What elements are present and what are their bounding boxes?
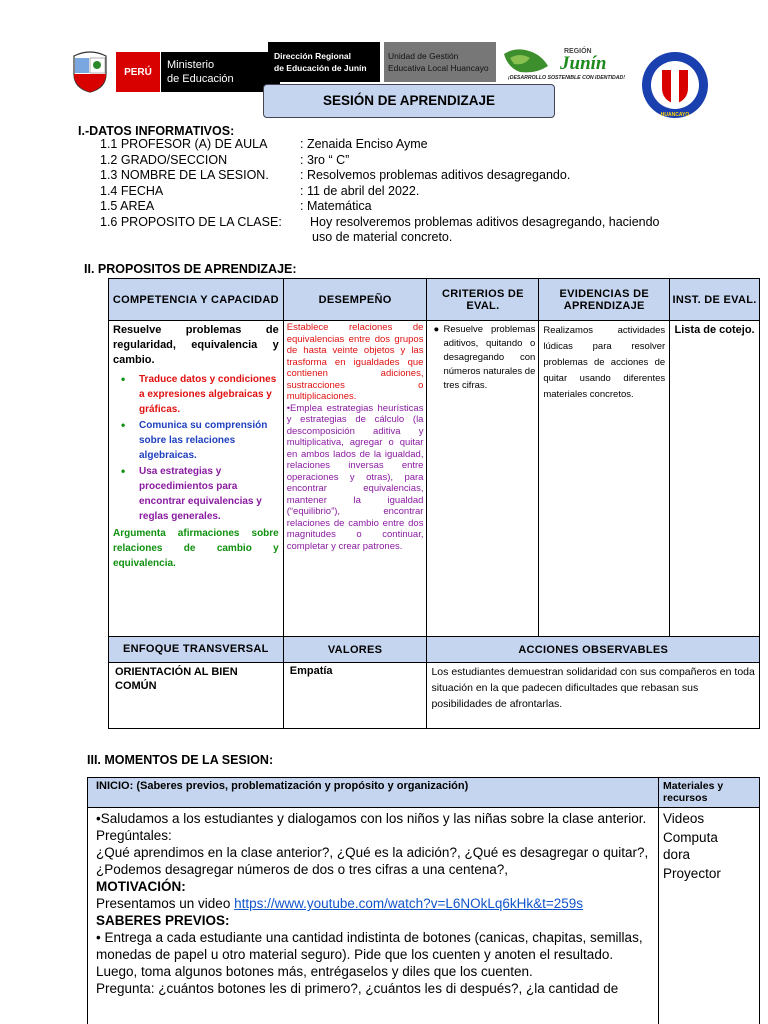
ugel-label: Unidad de Gestión Educativa Local Huancayo [384, 42, 496, 82]
instrumento-text: Lista de cotejo. [674, 324, 755, 336]
capacidad-item: • Usa estrategias y procedimientos para encontrar equivalencias y reglas generales. [113, 464, 279, 524]
material-item: Computa dora [663, 830, 718, 862]
desempeno-1-text: Establece relaciones de equivalencias entre dos grupos de hasta veinte objetos y las trasforma en igualdades que contienen adiciones, sustracciones o multiplicaciones. [286, 322, 424, 402]
header-competencia: COMPETENCIA Y CAPACIDAD [109, 279, 284, 321]
material-item: Videos [663, 811, 705, 826]
datos-row: 1.5 AREA : Matemática [100, 199, 372, 213]
peru-label: PERÚ [116, 52, 160, 92]
datos-row: 1.1 PROFESOR (A) DE AULA : Zenaida Enciso Ayme [100, 137, 428, 151]
svg-text:¡DESARROLLO SOSTENIBLE CON IDE: ¡DESARROLLO SOSTENIBLE CON IDENTIDAD! [508, 75, 626, 81]
svg-text:Junín: Junín [560, 53, 607, 74]
criterio-text: Resuelve problemas aditivos, quitando o desagregando con números naturales de tres cifras. [443, 324, 536, 391]
header-desempeno: DESEMPEÑO [283, 279, 427, 321]
enfoque-text: ORIENTACIÓN AL BIEN COMÚN [109, 663, 284, 729]
bullet-icon: ● [433, 324, 440, 335]
svg-text:HUANCAYO: HUANCAYO [660, 112, 690, 118]
datos-row: 1.3 NOMBRE DE LA SESION. : Resolvemos problemas aditivos desagregando. [100, 168, 571, 182]
propositos-heading: II. PROPOSITOS DE APRENDIZAJE: [84, 262, 297, 276]
header-instrumento: INST. DE EVAL. [670, 279, 760, 321]
saberes-label: SABERES PREVIOS: [96, 913, 230, 928]
inicio-header: INICIO: (Saberes previos, problematización y propósito y organización) [88, 778, 659, 808]
motivacion-label: MOTIVACIÓN: [96, 879, 186, 894]
datos-row: uso de material concreto. [312, 230, 453, 244]
header-criterios: CRITERIOS DE EVAL. [427, 279, 539, 321]
datos-row: 1.6 PROPOSITO DE LA CLASE: Hoy resolveremos problemas aditivos desagregando, haciendo [100, 214, 660, 229]
acciones-text: Los estudiantes demuestran solidaridad con sus compañeros en toda situación en la que padecen dificultades que rebasan sus posibilidades de afrontarlas. [427, 663, 760, 729]
video-link[interactable]: https://www.youtube.com/watch?v=L6NOkLq6kHk&t=259s [234, 896, 584, 911]
dre-junin-label: Dirección Regional de Educación de Junín [268, 42, 380, 82]
header-acciones: ACCIONES OBSERVABLES [427, 637, 760, 663]
momentos-heading: III. MOMENTOS DE LA SESION: [87, 753, 274, 767]
inicio-questions: ¿Qué aprendimos en la clase anterior?, ¿Qué es la adición?, ¿Qué es desagregar o quitar?, ¿Podemos desagregar números de dos o tres cifras a una centena?, [96, 845, 649, 877]
desempeno-2-text: •Emplea estrategias heurísticas y estrategias de cálculo (la descomposición aditiva y multiplicativa, agregar o quitar en ambos lados de la igualdad, relaciones inversas entre operaciones y otras), para encontrar equivalencias, mantener la igualdad (“equilibrio”), encontrar relaciones de cambio entre dos magnitudes o continuar, completar y crear patrones. [286, 402, 424, 552]
capacidad-item: • Comunica su comprensión sobre las relaciones algebraicas. [113, 418, 279, 463]
competencia-text: Resuelve problemas de regularidad, equivalencia y cambio. [113, 324, 279, 366]
saberes-question: Pregunta: ¿cuántos botones les di primero?, ¿cuántos les di después?, ¿la cantidad de [96, 981, 619, 996]
header-evidencias: EVIDENCIAS DE APRENDIZAJE [539, 279, 670, 321]
motivacion-line: Presentamos un video https://www.youtube.com/watch?v=L6NOkLq6kHk&t=259s [96, 896, 584, 911]
datos-heading: I.-DATOS INFORMATIVOS: [78, 124, 235, 138]
peru-coat-of-arms-icon [70, 50, 110, 94]
region-junin-logo [502, 44, 630, 82]
header-valores: VALORES [283, 637, 427, 663]
capacidad-item: • Traduce datos y condiciones a expresiones algebraicas y gráficas. [113, 372, 279, 417]
argumenta-text: Argumenta afirmaciones sobre relaciones de cambio y equivalencia. [113, 528, 279, 569]
inicio-paragraph: •Saludamos a los estudiantes y dialogamos con los niños y las niñas sobre la clase anterior. Pregúntales: [96, 811, 647, 843]
material-item: Proyector [663, 866, 721, 881]
school-seal-icon [640, 50, 710, 120]
valor-text: Empatía [283, 663, 427, 729]
page-title: SESIÓN DE APRENDIZAJE [263, 84, 555, 118]
svg-text:REGIÓN: REGIÓN [564, 48, 592, 55]
datos-row: 1.2 GRADO/SECCION : 3ro “ C” [100, 152, 350, 167]
momentos-table [87, 777, 760, 1024]
capacidades-list [113, 372, 279, 524]
header-logos [70, 42, 280, 102]
saberes-paragraph: • Entrega a cada estudiante una cantidad indistinta de botones (canicas, chapitas, semillas, monedas de papel u otro material seguro). Pide que los cuenten y anoten el resultado. Luego, toma algunos botones más, entrégaselos y diles que los cuenten. [96, 930, 643, 979]
ministerio-label: Ministerio de Educación [160, 52, 280, 92]
materiales-header: Materiales y recursos [659, 778, 760, 808]
propositos-table [108, 278, 760, 729]
evidencia-text: Realizamos actividades lúdicas para resolver problemas de acciones de quitar usando diferentes materiales concretos. [543, 325, 666, 400]
datos-row: 1.4 FECHA : 11 de abril del 2022. [100, 183, 420, 198]
datos-list [100, 137, 660, 246]
header-enfoque: ENFOQUE TRANSVERSAL [109, 637, 284, 663]
